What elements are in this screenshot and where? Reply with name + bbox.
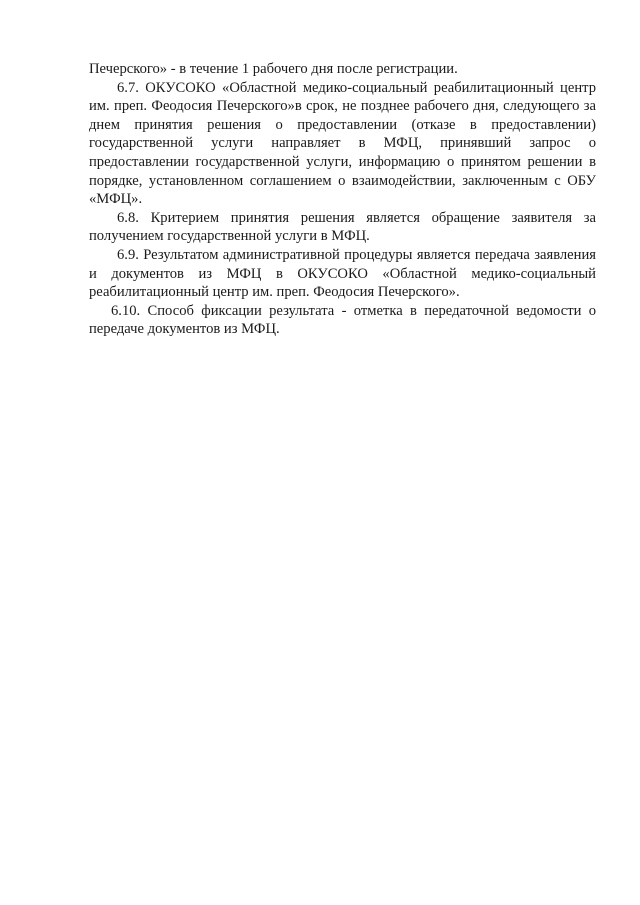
paragraph-6-7: 6.7. ОКУСОКО «Областной медико-социальный реабилитационный центр им. преп. Феодосия Печерского»в срок, не позднее рабочего дня, следующего за днем принятия решения о предоставлении (отказе в предоставлении) государственной услуги направляет в МФЦ, принявший запрос о предоставлении государственной услуги, информацию о принятом решении в порядке, установленном соглашением о взаимодействии, заключенным с ОБУ «МФЦ». bbox=[89, 79, 596, 208]
paragraph-6-9: 6.9. Результатом административной процедуры является передача заявления и документов из МФЦ в ОКУСОКО «Областной медико-социальный реабилитационный центр им. преп. Феодосия Печерского». bbox=[89, 246, 596, 301]
paragraph-continuation: Печерского» - в течение 1 рабочего дня после регистрации. bbox=[89, 61, 458, 77]
paragraph-6-10: 6.10. Способ фиксации результата - отметка в передаточной ведомости о передаче документов из МФЦ. bbox=[89, 302, 596, 338]
paragraph-6-8: 6.8. Критерием принятия решения является обращение заявителя за получением государственной услуги в МФЦ. bbox=[89, 209, 596, 245]
document-body bbox=[89, 60, 596, 339]
